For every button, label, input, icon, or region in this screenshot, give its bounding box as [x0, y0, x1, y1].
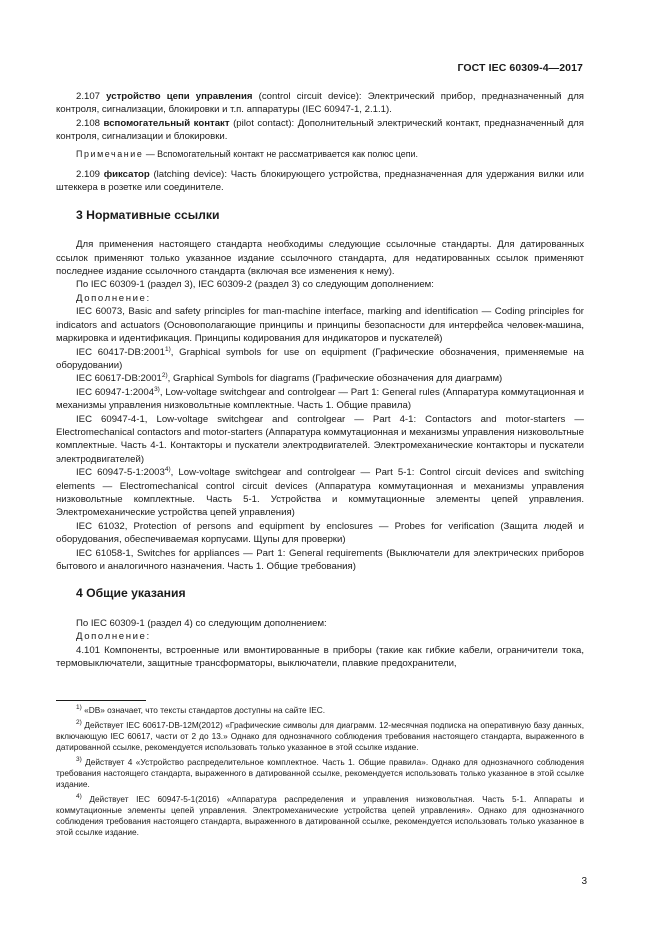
- note: Примечание — Вспомогательный контакт не рассматривается как полюс цепи.: [76, 148, 418, 159]
- section-3-intro: Для применения настоящего стандарта необходимы следующие ссылочные стандарты. Для датированных ссылок применяют только указанное издание ссылочного стандарта, для недатированных ссылок применяют последнее издание ссылочного стандарта (включая все изменения к нему).: [56, 239, 584, 278]
- term: вспомогательный контакт: [103, 117, 230, 129]
- footnote: $^{4)}$ Действует IEC 60947-5-1(2016) «Аппаратура распределения и управления низковольтная. Часть 5-1. Аппараты и коммутационные элементы цепей управления. Электромеханические устройства цепей управления». Однако для однозначного соблюдения требования настоящего стандарта, выраженного в датированной ссылке, рекомендуется использовать только указанное в этой ссылке издание.: [56, 793, 584, 838]
- addition-label: Дополнение:: [76, 292, 151, 304]
- section-3-heading: 3 Нормативные ссылки: [76, 207, 220, 222]
- addition-label: Дополнение:: [76, 631, 151, 643]
- footnote: $^{3)}$ Действует 4 «Устройство распределительное комплектное. Часть 1. Общие правила». Однако для однозначного соблюдения требования настоящего стандарта, выраженного в датированной ссылке, рекомендуется использовать только указанное в этой ссылке издание.: [56, 756, 584, 790]
- reference-item: IEC 60417-DB:2001$^{1)}$, Graphical symbols for use on equipment (Графические обозначения, применяемые на оборудовании): [56, 345, 584, 371]
- section-3-paragraph: По IEC 60309-1 (раздел 3), IEC 60309-2 (раздел 3) со следующим дополнением:: [76, 279, 434, 291]
- reference-item: IEC 60073, Basic and safety principles for man-machine interface, marking and identification — Coding principles for indicators and actuators (Основополагающие принципы и принципы безопасности для интерфейса человек-машина, маркировка и идентификация. Принципы кодирования для индикаторов и пускателей): [56, 306, 584, 345]
- note-label: Примечание: [76, 148, 144, 159]
- footnote-ref: 3): [154, 385, 160, 393]
- document-header: ГОСТ IEC 60309-4—2017: [457, 62, 583, 74]
- footnote: $^{2)}$ Действует IEC 60617-DB-12M(2012) «Графические символы для диаграмм. 12-месячная подписка на оперативную базу данных, включающую IEC 60617, части от 2 до 13.» Однако для однозначного соблюдения требования настоящего стандарта, выраженного в датированной ссылке, рекомендуется использовать только указанное в этой ссылке издание.: [56, 719, 584, 753]
- reference-item: IEC 60947-1:2004$^{3)}$, Low-voltage switchgear and controlgear — Part 1: General rules (Аппаратура коммутационная и механизмы управления низковольтные комплектные. Часть 1. Общие правила): [56, 385, 585, 412]
- term: фиксатор: [103, 169, 150, 181]
- section-4-paragraph: По IEC 60309-1 (раздел 4) со следующим дополнением:: [76, 617, 327, 629]
- footnote-divider: [56, 700, 146, 701]
- page-number: 3: [581, 876, 587, 887]
- definition-2-109: 2.109 фиксатор (latching device): Часть блокирующего устройства, предназначенная для удержания вилки или штеккера в розетке или соединителе.: [56, 169, 584, 194]
- footnote-ref: 1): [164, 345, 171, 353]
- reference-item: IEC 61058-1, Switches for appliances — Part 1: General requirements (Выключатели для электрических приборов бытового и аналогичного назначения. Часть 1. Общие требования): [56, 547, 584, 572]
- reference-item: IEC 60947-4-1, Low-voltage switchgear and controlgear — Part 4-1: Contactors and motor-starters — Electromechanical contactors and motor-starters (Аппаратура коммутационная и механизмы управления низковольтные комплектные. Часть 4-1. Контакторы и пускатели электродвигателей. Электромеханические контакторы и пускатели электродвигателей): [56, 413, 584, 465]
- section-4-heading: 4 Общие указания: [76, 586, 186, 601]
- footnote: $^{1)}$ «DB» означает, что тексты стандартов доступны на сайте IEC.: [76, 704, 326, 716]
- section-4-paragraph: 4.101 Компоненты, встроенные или вмонтированные в приборы (такие как гибкие кабели, ограничители тока, термовыключатели, защитные трансформаторы, выключатели, плавкие предохранители,: [56, 644, 584, 670]
- footnote-ref: 4): [164, 466, 171, 474]
- page-content: [56, 90, 584, 842]
- term: устройство цепи управления: [106, 91, 253, 102]
- reference-item: IEC 60617-DB:2001$^{2)}$, Graphical Symbols for diagrams (Графические обозначения для диаграмм): [76, 372, 503, 385]
- footnote-ref: 2): [161, 372, 168, 380]
- reference-item: IEC 61032, Protection of persons and equipment by enclosures — Probes for verification (Защита людей и оборудования, обеспечиваемая корпусами. Щупы для проверки): [56, 520, 584, 546]
- definition-2-108: 2.108 вспомогательный контакт (pilot contact): Дополнительный электрический контакт, предназначенный для контроля, сигнализации и блокировки.: [56, 117, 584, 143]
- reference-item: IEC 60947-5-1:2003$^{4)}$, Low-voltage switchgear and controlgear — Part 5-1: Control circuit devices and switching elements — Electromechanical control circuit devices (Аппаратура коммутационная и механизмы управления низковольтные комплектные. Часть 5-1. Устройства и коммутационные элементы цепей управления. Электромеханические устройства цепей управления): [56, 466, 584, 519]
- definition-2-107: 2.107 устройство цепи управления (control circuit device): Электрический прибор, предназначенный для контроля, сигнализации, блокировки и т.п. аппаратуры (IEC 60947-1, 2.1.1).: [56, 91, 584, 116]
